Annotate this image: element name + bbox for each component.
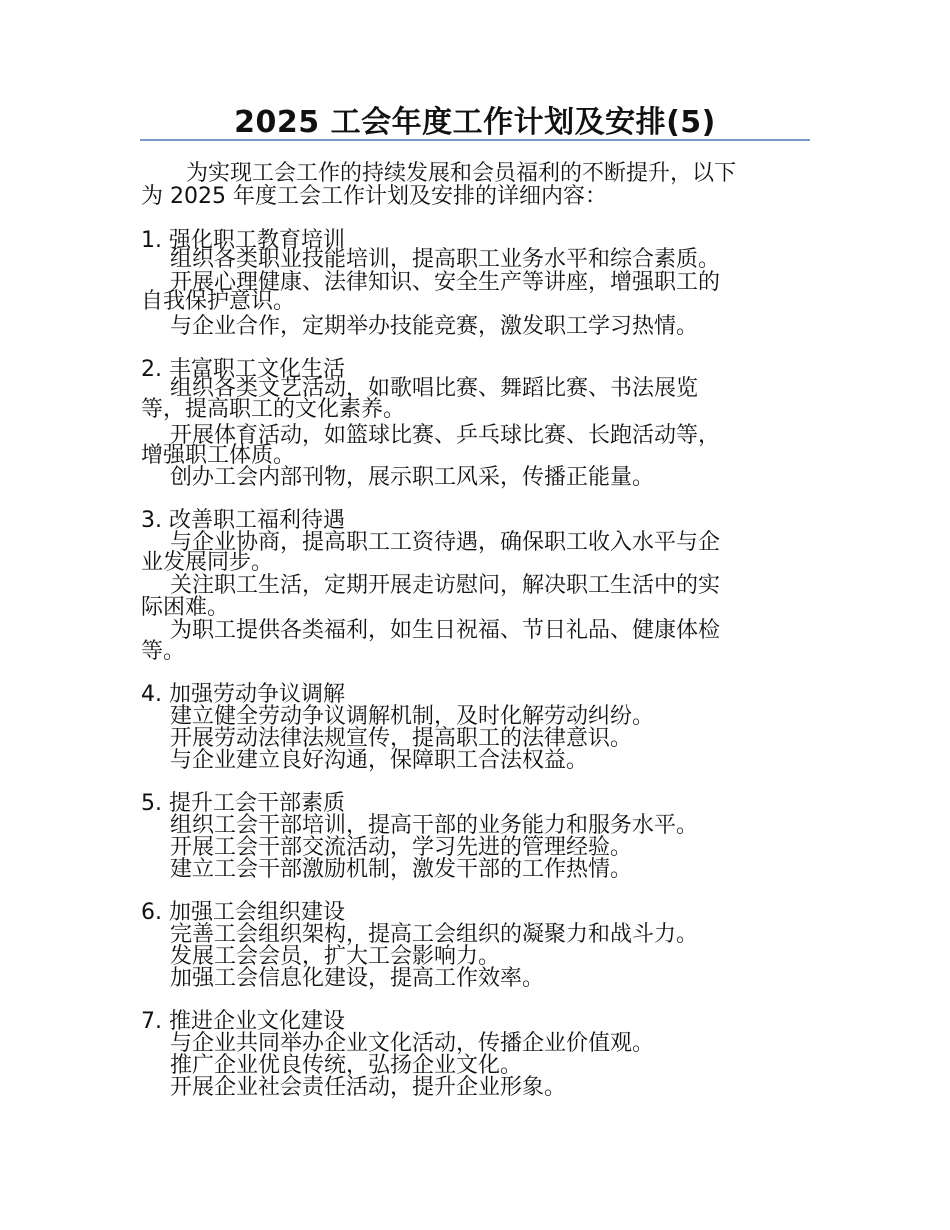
list-item: 组织各类职业技能培训，提高职工业务水平和综合素质。 [170,247,721,272]
section-heading: 5. 提升工会干部素质 [141,791,345,816]
list-item: 开展心理健康、法律知识、安全生产等讲座，增强职工的 [170,270,721,295]
list-item: 开展体育活动，如篮球比赛、乒乓球比赛、长跑活动等， [170,423,721,448]
list-item: 与企业共同举办企业文化活动，传播企业价值观。 [170,1031,655,1056]
list-item-continued: 自我保护意识。 [141,289,296,314]
section-heading: 6. 加强工会组织建设 [141,900,345,925]
list-item: 开展工会干部交流活动，学习先进的管理经验。 [170,835,633,860]
list-item: 与企业建立良好沟通，保障职工合法权益。 [170,748,589,773]
list-item: 组织工会干部培训，提高干部的业务能力和服务水平。 [170,813,699,838]
list-item-continued: 际困难。 [141,595,230,620]
section-heading: 2. 丰富职工文化生活 [141,357,345,382]
list-item: 开展劳动法律法规宣传，提高职工的法律意识。 [170,726,633,751]
list-item: 关注职工生活，定期开展走访慰问，解决职工生活中的实 [170,573,721,598]
intro-line: 为实现工会工作的持续发展和会员福利的不断提升，以下 [186,161,737,186]
list-item: 发展工会会员，扩大工会影响力。 [170,944,501,969]
list-item: 建立健全劳动争议调解机制，及时化解劳动纠纷。 [170,704,655,729]
list-item-continued: 等。 [141,639,186,664]
list-item: 完善工会组织架构，提高工会组织的凝聚力和战斗力。 [170,922,699,947]
list-item-continued: 业发展同步。 [141,550,274,575]
list-item: 为职工提供各类福利，如生日祝福、节日礼品、健康体检 [170,618,721,643]
section-heading: 7. 推进企业文化建设 [141,1009,345,1034]
list-item-continued: 增强职工体质。 [141,443,296,468]
list-item: 开展企业社会责任活动，提升企业形象。 [170,1075,567,1100]
section-heading: 1. 强化职工教育培训 [141,228,345,253]
list-item-continued: 等，提高职工的文化素养。 [141,397,406,422]
list-item: 组织各类文艺活动，如歌唱比赛、舞蹈比赛、书法展览 [170,376,699,401]
document-title: 2025 工会年度工作计划及安排(5) [234,105,716,140]
list-item: 与企业合作，定期举办技能竞赛，激发职工学习热情。 [170,314,699,339]
list-item: 加强工会信息化建设，提高工作效率。 [170,966,545,991]
section-heading: 3. 改善职工福利待遇 [141,508,345,533]
list-item: 推广企业优良传统，弘扬企业文化。 [170,1053,523,1078]
intro-line: 为 2025 年度工会工作计划及安排的详细内容： [141,184,607,209]
title-underline [140,139,810,141]
list-item: 与企业协商，提高职工工资待遇，确保职工收入水平与企 [170,530,721,555]
list-item: 建立工会干部激励机制，激发干部的工作热情。 [170,857,633,882]
section-heading: 4. 加强劳动争议调解 [141,682,345,707]
list-item: 创办工会内部刊物，展示职工风采，传播正能量。 [170,465,655,490]
